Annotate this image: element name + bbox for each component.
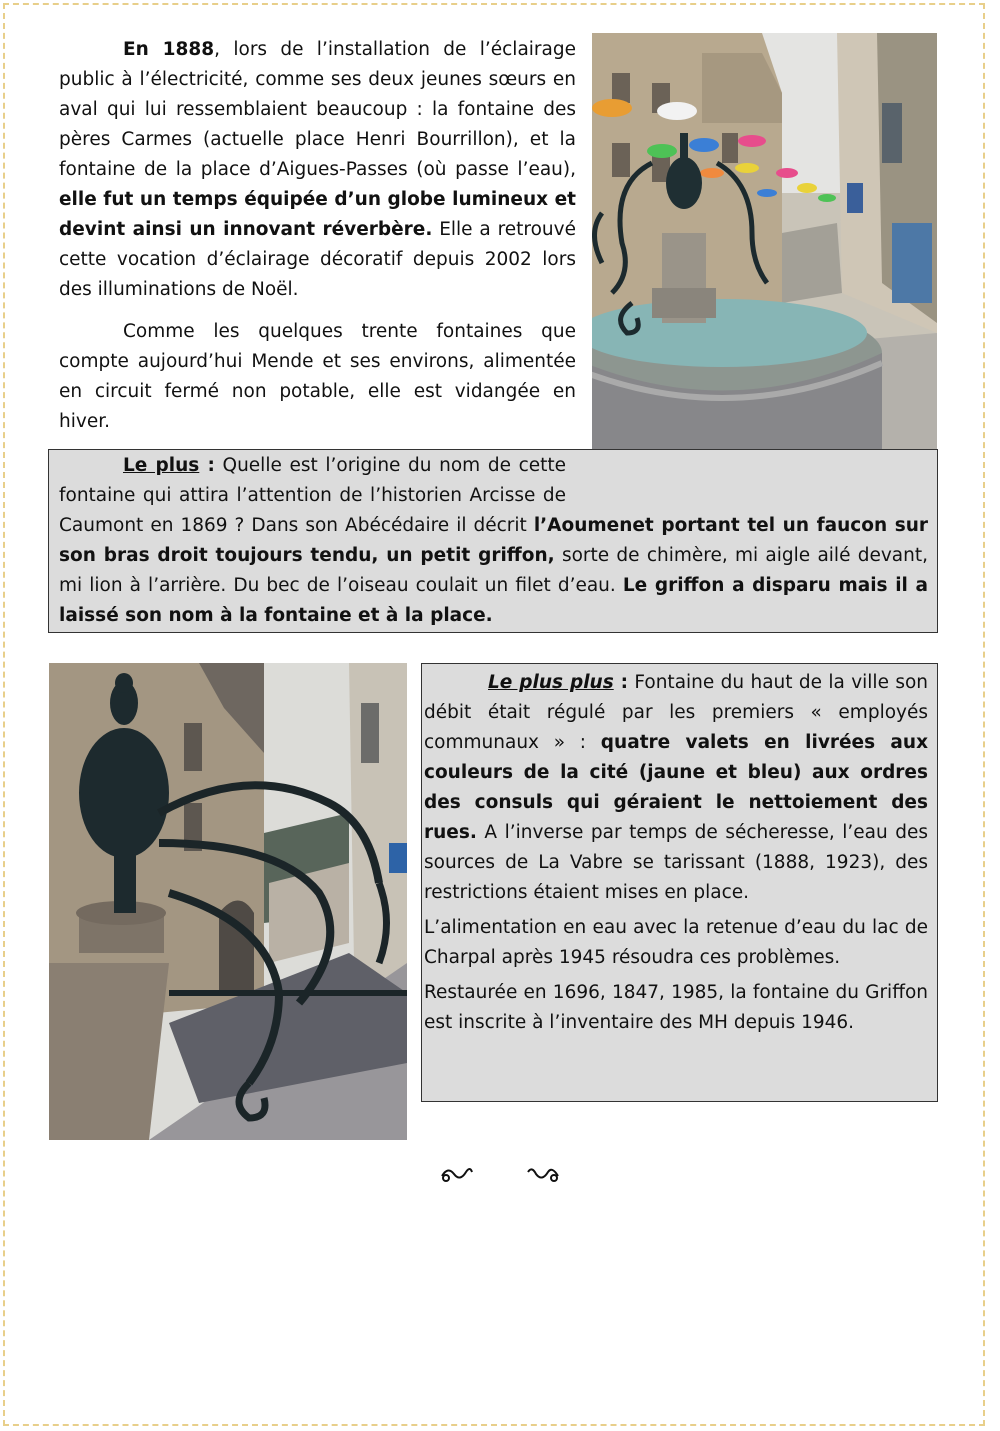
ornament-right-icon: [526, 1160, 560, 1193]
le-plus-text1: Quelle est l’origine du nom de cette fontaine qui attira l’attention de l’historien Arcisse de Caumont en 1869 ? Dans son Abécédaire il décrit: [59, 455, 567, 536]
le-plus-text2: sorte de chimère, mi aigle ailé devant, mi lion à l’arrière. Du bec de l’oiseau coulait un filet d’eau.: [59, 545, 928, 596]
le-plus-bold1: l’Aoumenet portant tel un faucon sur son bras droit toujours tendu, un petit griffon,: [59, 515, 928, 566]
le-plus-plus-paragraph2: L’alimentation en eau avec la retenue d’eau du lac de Charpal après 1945 résoudra ces problèmes.: [424, 917, 928, 968]
photo-wrap-spacer: [566, 451, 928, 511]
para1-bold1: elle fut un temps équipée d’un globe lumineux et devint ainsi un innovant réverbère.: [59, 189, 576, 240]
le-plus-text: [59, 451, 928, 631]
le-plus-plus-bold1: quatre valets en livrées aux couleurs de la cité (jaune et bleu) aux ordres des consuls qui géraient le nettoiement des rues.: [424, 732, 928, 843]
le-plus-label: Le plus: [123, 455, 200, 476]
le-plus-plus-label: Le plus plus: [488, 672, 614, 693]
paragraph-fountains: Comme les quelques trente fontaines que compte aujourd’hui Mende et ses environs, alimentée en circuit fermé non potable, elle est vidangée en hiver.: [59, 321, 576, 432]
le-plus-bold2: Le griffon a disparu mais il a laissé son nom à la fontaine et à la place.: [59, 575, 929, 626]
le-plus-plus-colon: :: [613, 672, 629, 693]
year-lead: En 1888: [123, 39, 215, 60]
fountain-globe-photo: [49, 663, 407, 1140]
le-plus-plus-paragraph1: [424, 668, 928, 908]
paragraph-history: [59, 35, 576, 305]
para1-text2: Elle a retrouvé cette vocation d’éclairage décoratif depuis 2002 lors des illuminations de Noël.: [59, 219, 576, 300]
le-plus-plus-text1: Fontaine du haut de la ville son débit était régulé par les premiers « employés communaux » :: [424, 672, 928, 753]
fountain-street-photo: [592, 33, 937, 492]
ornament-divider: [0, 1160, 1000, 1193]
le-plus-plus-paragraph3: Restaurée en 1696, 1847, 1985, la fontaine du Griffon est inscrite à l’inventaire des MH depuis 1946.: [424, 982, 928, 1033]
le-plus-plus-text2: A l’inverse par temps de sécheresse, l’eau des sources de La Vabre se tarissant (1888, 1923), des restrictions étaient mises en place.: [424, 822, 928, 903]
para1-text1: , lors de l’installation de l’éclairage public à l’électricité, comme ses deux jeunes sœurs en aval qui lui ressemblaient beaucoup : la fontaine des pères Carmes (actuelle place Henri Bourrillon), et la fontaine de la place d’Aigues-Passes (où passe l’eau),: [59, 39, 576, 180]
ornament-left-icon: [440, 1160, 483, 1193]
le-plus-plus-content: [424, 668, 928, 1043]
le-plus-colon: :: [199, 455, 215, 476]
